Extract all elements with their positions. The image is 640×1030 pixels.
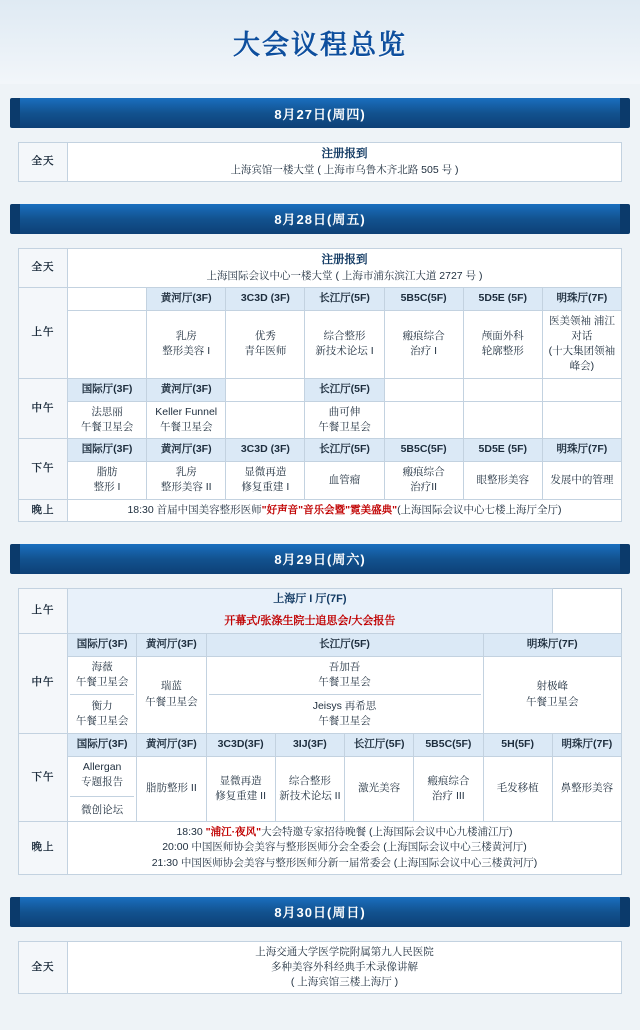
plenary-topic: 开幕式/张涤生院士追思会/大会报告: [224, 614, 396, 627]
session-cell: 鼻整形美容: [552, 756, 621, 822]
session-row: [19, 401, 622, 438]
session-cell: 颅面外科 轮廓整形: [463, 310, 542, 378]
session-empty: [384, 401, 463, 438]
hall-label: 5B5C(5F): [384, 439, 463, 462]
session-cell: 显微再造 修复重建 II: [206, 756, 275, 822]
hall-label: 黄河厅(3F): [147, 287, 226, 310]
session-cell: 发展中的管理: [542, 462, 621, 499]
hall-row: [19, 287, 622, 310]
session-cell: 乳房 整形美容 I: [147, 310, 226, 378]
session-cell: 瘢痕综合 治疗 III: [414, 756, 483, 822]
session-cell: 脂肪整形 II: [137, 756, 206, 822]
time-label: 下午: [19, 733, 68, 822]
evening-time: 21:30: [151, 856, 178, 869]
session-cell: 瘢痕综合 治疗 I: [384, 310, 463, 378]
time-label: 全天: [19, 143, 68, 182]
hall-label: 黄河厅(3F): [137, 733, 206, 756]
registration-venue: 上海宾馆一楼大堂 ( 上海市乌鲁木齐北路 505 号 ): [230, 163, 459, 176]
time-label: 全天: [19, 941, 68, 994]
day4-table-wrap: [18, 941, 622, 995]
hall-label: 黄河厅(3F): [137, 633, 206, 656]
hall-label: 黄河厅(3F): [147, 439, 226, 462]
hall-label: 国际厅(3F): [68, 733, 137, 756]
hall-label: 长江厅(5F): [345, 733, 414, 756]
registration-cell: [68, 248, 622, 287]
spacer: [0, 522, 640, 544]
spacer: [0, 182, 640, 204]
session-cell: 曲可伸 午餐卫星会: [305, 401, 384, 438]
session-cell: 毛发移植: [483, 756, 552, 822]
session-row: [19, 756, 622, 822]
session-cell: 激光美容: [345, 756, 414, 822]
session-cell: 综合整形 新技术论坛 II: [275, 756, 344, 822]
evening-line: [70, 856, 619, 871]
hall-label: 5D5E (5F): [463, 439, 542, 462]
hall-empty: [226, 378, 305, 401]
session-cell: 吾加吾 午餐卫星会: [318, 660, 371, 688]
divider: [209, 694, 481, 695]
spacer: [0, 994, 640, 1012]
registration-title: 注册报到: [321, 253, 368, 266]
hall-label: 3C3D (3F): [226, 439, 305, 462]
evening-text-post: (上海国际会议中心七楼上海厅全厅): [397, 503, 562, 516]
day3-table: [18, 588, 622, 875]
hall-label: 长江厅(5F): [206, 633, 483, 656]
day2-table: [18, 248, 622, 522]
day1-table: [18, 142, 622, 182]
evening-text-post: 大会特邀专家招待晚餐 (上海国际会议中心九楼浦江厅): [261, 826, 513, 839]
hall-label: 明珠厅(7F): [552, 733, 621, 756]
page-header: [0, 0, 640, 84]
evening-text-post: 中国医师协会美容与整形医师分会全委会 (上海国际会议中心三楼黄河厅): [191, 841, 527, 854]
time-label: 中午: [19, 378, 68, 438]
spacer: [0, 875, 640, 897]
divider: [70, 796, 134, 797]
hall-row: [19, 378, 622, 401]
spacer: [0, 927, 640, 941]
hall-row: [19, 439, 622, 462]
closing-line: 上海交通大学医学院附属第九人民医院: [255, 945, 434, 958]
closing-line: ( 上海宾馆三楼上海厅 ): [290, 976, 399, 989]
day1-table-wrap: [18, 142, 622, 182]
session-cell: 显微再造 修复重建 I: [226, 462, 305, 499]
time-label: 晚上: [19, 499, 68, 521]
plenary-hall: 上海厅 I 厅(7F): [273, 592, 347, 605]
session-empty: [68, 310, 147, 378]
evening-time: 18:30: [176, 826, 203, 839]
evening-text-pre: 首届中国美容整形医师: [156, 503, 262, 516]
session-cell-stack: [68, 656, 137, 733]
evening-time: 18:30: [127, 503, 154, 516]
hall-label: 国际厅(3F): [68, 633, 137, 656]
hall-label: 5B5C(5F): [414, 733, 483, 756]
evening-text-highlight: "好声音"音乐会暨"霓美盛典": [261, 503, 398, 516]
session-cell: 射极峰 午餐卫星会: [483, 656, 622, 733]
hall-row: [19, 633, 622, 656]
hall-empty: [68, 287, 147, 310]
session-cell: 眼整形美容: [463, 462, 542, 499]
table-row: [19, 941, 622, 994]
session-row: [19, 462, 622, 499]
hall-label: 国际厅(3F): [68, 439, 147, 462]
session-empty: [542, 401, 621, 438]
evening-time: 20:00: [162, 841, 189, 854]
day-banner-2: 8月28日(周五): [18, 204, 622, 234]
hall-label: 明珠厅(7F): [542, 287, 621, 310]
evening-text-post: 中国医师协会美容与整形医师分新一届常委会 (上海国际会议中心三楼黄河厅): [180, 856, 538, 869]
evening-line: [70, 825, 619, 840]
day2-table-wrap: [18, 248, 622, 522]
table-row: [19, 143, 622, 182]
hall-label: 5H(5F): [483, 733, 552, 756]
session-cell: 优秀 青年医师: [226, 310, 305, 378]
hall-label: 3IJ(3F): [275, 733, 344, 756]
time-label: 上午: [19, 588, 68, 633]
time-label: 晚上: [19, 822, 68, 875]
session-empty: [463, 401, 542, 438]
registration-venue: 上海国际会议中心一楼大堂 ( 上海市浦东滨江大道 2727 号 ): [206, 269, 483, 282]
hall-empty: [542, 378, 621, 401]
session-cell-stack: [68, 756, 137, 822]
hall-label: 明珠厅(7F): [542, 439, 621, 462]
day3-table-wrap: [18, 588, 622, 875]
spacer: [0, 128, 640, 142]
hall-label: 长江厅(5F): [305, 378, 384, 401]
session-cell: 瑞蓝 午餐卫星会: [137, 656, 206, 733]
table-row: [19, 499, 622, 521]
closing-cell: [68, 941, 622, 994]
session-empty: [226, 401, 305, 438]
day4-table: [18, 941, 622, 995]
hall-label: 5D5E (5F): [463, 287, 542, 310]
session-cell: Jeisys 再希思 午餐卫星会: [312, 700, 377, 728]
session-cell: 海薇 午餐卫星会: [75, 660, 129, 688]
registration-title: 注册报到: [321, 148, 368, 160]
page-title: 大会议程总览: [233, 29, 407, 60]
hall-label: 长江厅(5F): [305, 287, 384, 310]
session-cell: Keller Funnel 午餐卫星会: [147, 401, 226, 438]
hall-empty: [384, 378, 463, 401]
time-label: 下午: [19, 439, 68, 499]
evening-line: [70, 840, 619, 855]
hall-row: [19, 733, 622, 756]
time-label: 上午: [19, 287, 68, 378]
session-cell: 医美领袖 浦江对话 (十大集团领袖峰会): [542, 310, 621, 378]
session-cell: 血管瘤: [305, 462, 384, 499]
hall-empty: [463, 378, 542, 401]
hall-label: 5B5C(5F): [384, 287, 463, 310]
session-cell: 微创论坛: [81, 803, 124, 816]
day-banner-4: 8月30日(周日): [18, 897, 622, 927]
session-row: [19, 310, 622, 378]
evening-cell: [68, 822, 622, 875]
session-cell: Allergan 专题报告: [81, 760, 124, 788]
session-row: [19, 656, 622, 733]
hall-label: 3C3D(3F): [206, 733, 275, 756]
session-cell: 衡力 午餐卫星会: [75, 700, 129, 728]
spacer: [0, 84, 640, 98]
table-row: [19, 822, 622, 875]
spacer: [0, 234, 640, 248]
spacer: [0, 574, 640, 588]
hall-label: 黄河厅(3F): [147, 378, 226, 401]
time-label: 中午: [19, 633, 68, 733]
evening-cell: [68, 499, 622, 521]
session-cell: 法思丽 午餐卫星会: [68, 401, 147, 438]
hall-label: 长江厅(5F): [305, 439, 384, 462]
hall-label: 3C3D (3F): [226, 287, 305, 310]
closing-line: 多种美容外科经典手术录像讲解: [271, 961, 418, 974]
session-cell: 脂肪 整形 I: [68, 462, 147, 499]
day-banner-3: 8月29日(周六): [18, 544, 622, 574]
time-label: 全天: [19, 248, 68, 287]
evening-text-highlight: "浦江·夜风": [205, 826, 262, 839]
hall-label: 国际厅(3F): [68, 378, 147, 401]
table-row: [19, 248, 622, 287]
table-row: [19, 588, 622, 633]
session-cell: 乳房 整形美容 II: [147, 462, 226, 499]
hall-label: 明珠厅(7F): [483, 633, 622, 656]
session-cell-stack: [206, 656, 483, 733]
session-cell: 综合整形 新技术论坛 I: [305, 310, 384, 378]
registration-cell: [68, 143, 622, 182]
session-cell: 瘢痕综合 治疗II: [384, 462, 463, 499]
plenary-cell: [68, 588, 553, 633]
divider: [70, 694, 134, 695]
day-banner-1: 8月27日(周四): [18, 98, 622, 128]
